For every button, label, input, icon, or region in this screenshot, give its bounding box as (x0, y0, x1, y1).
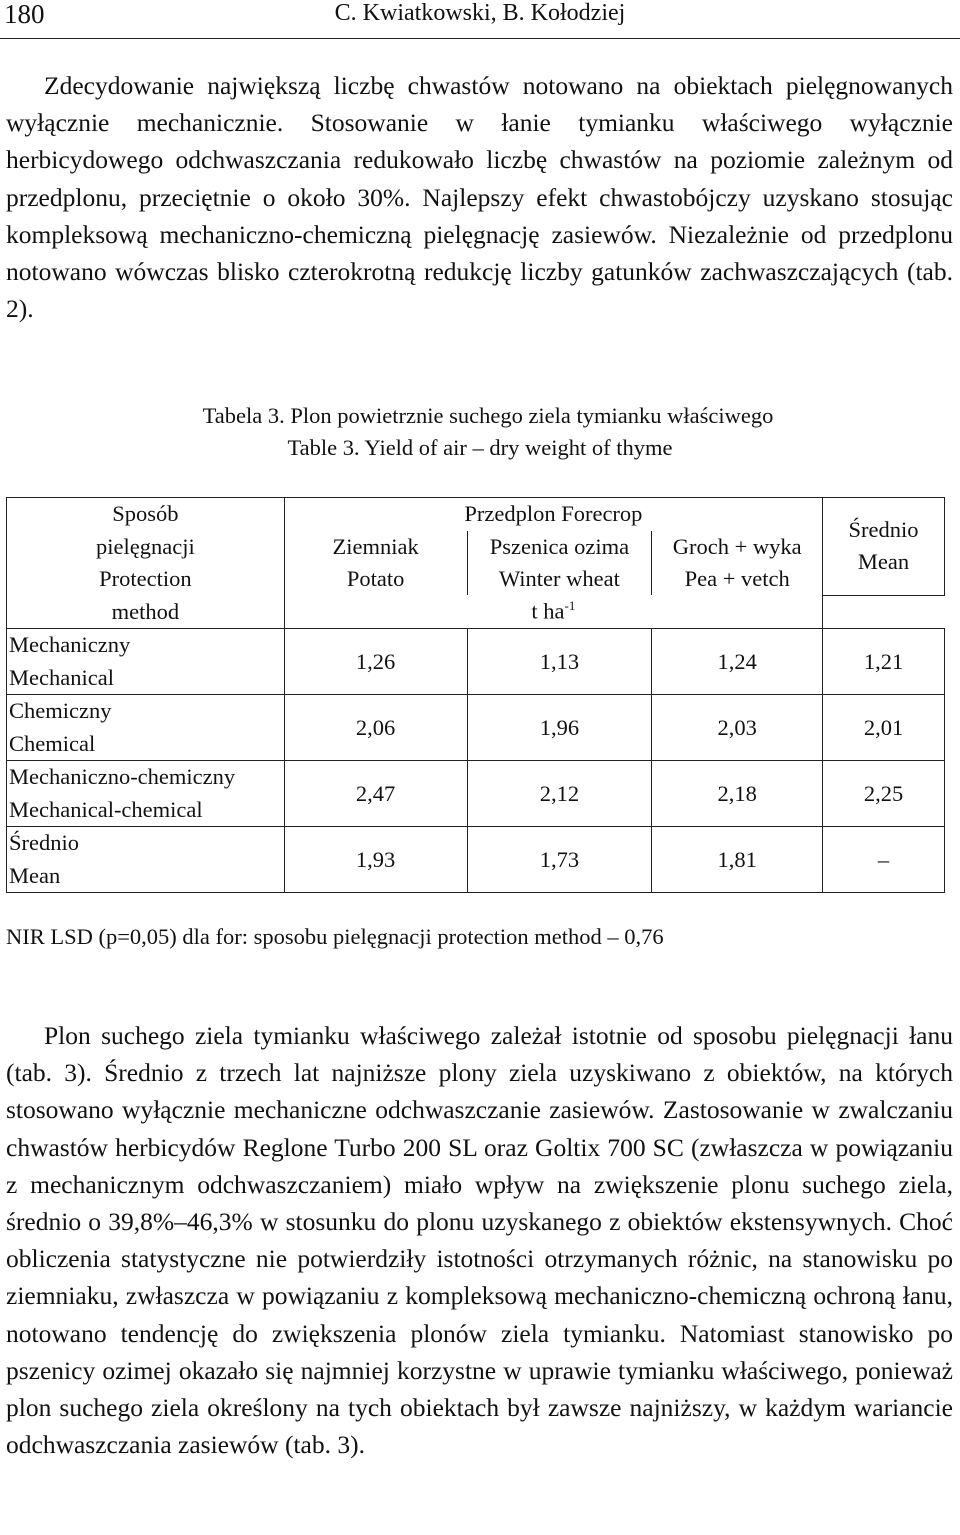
stub-header-line-3: Protection (99, 566, 192, 591)
table-caption-english: Table 3. Yield of air – dry weight of thyme (287, 435, 673, 460)
row-label-pl: Mechaniczny (9, 632, 131, 657)
unit-header (284, 595, 822, 628)
value-cell: 2,12 (467, 761, 652, 827)
value-cell: 2,25 (823, 761, 945, 827)
table-row (7, 695, 945, 761)
col-header-pea-en: Pea + vetch (652, 563, 823, 595)
row-label (7, 695, 285, 761)
lsd-note: NIR LSD (p=0,05) dla for: sposobu pielęgnacji protection method – 0,76 (6, 924, 664, 949)
value-cell: 1,96 (467, 695, 652, 761)
value-cell: 1,73 (467, 827, 652, 893)
value-cell: 1,26 (284, 629, 467, 695)
table-caption-polish-text: Tabela 3. Plon powietrznie suchego ziela tymianku właściwego (202, 403, 774, 428)
page-number: 180 (4, 0, 45, 29)
col-header-potato-pl: Ziemniak (284, 531, 467, 563)
value-cell: 2,03 (652, 695, 823, 761)
row-label-en: Mechanical-chemical (9, 796, 203, 822)
paragraph-1-text: Zdecydowanie największą liczbę chwastów notowano na obiektach pielęgnowanych wyłącznie mechanicznie. Stosowanie w łanie tymianku właściwego wyłącznie herbicydowego odchwaszczania redukowało liczbę chwastów na poziomie zależnym od przedplonu, przeciętnie o około 30%. Najlepszy efekt chwastobójczy uzyskano stosując kompleksową mechaniczno-chemiczną pielęgnację zasiewów. Niezależnie od przedplonu notowano wówczas blisko czterokrotną redukcję liczby gatunków zachwaszczających (tab. 2). (6, 71, 953, 324)
blank-cell (823, 595, 945, 628)
row-label-en: Chemical (9, 730, 96, 756)
mean-header-en: Mean (857, 549, 910, 575)
page-header (0, 0, 960, 38)
value-cell: 2,06 (284, 695, 467, 761)
table-row (7, 761, 945, 827)
value-cell: 2,18 (652, 761, 823, 827)
value-cell: 1,93 (284, 827, 467, 893)
stub-header-line-2: pielęgnacji (96, 533, 195, 559)
row-label-pl: Chemiczny (9, 698, 112, 723)
header-rule (0, 38, 960, 39)
value-cell: 1,81 (652, 827, 823, 893)
col-header-potato-en: Potato (284, 563, 467, 595)
col-header-pea-pl: Groch + wyka (652, 531, 823, 563)
unit-exponent: -1 (564, 598, 576, 614)
paragraph-2-text: Plon suchego ziela tymianku właściwego zależał istotnie od sposobu pielęgnacji łanu (tab. 3). Średnio z trzech lat najniższe plony ziela uzyskiwano z obiektów, na których stosowano wyłącznie mechaniczne odchwaszczanie zasiewów. Zastosowanie w zwalczaniu chwastów herbicydów Reglone Turbo 200 SL oraz Goltix 700 SC (zwłaszcza w powiązaniu z mechanicznym odchwaszczaniem) miało wpływ na zwiększenie plonu suchego ziela, średnio o 39,8%–46,3% w stosunku do plonu uzyskanego z obiektów ekstensywnych. Choć obliczenia statystyczne nie potwierdziły istotności otrzymanych różnic, na stanowisku po ziemniaku, zwłaszcza w powiązaniu z kompleksową mechaniczno-chemiczną ochroną łanu, notowano tendencję do zwiększenia plonów ziela tymianku. Natomiast stanowisko po pszenicy ozimej okazało się najmniej korzystne w uprawie tymianku właściwego, ponieważ plon suchego ziela określony na tych obiektach był zawsze najniższy, w każdym wariancie odchwaszczania zasiewów (tab. 3). (6, 1021, 953, 1460)
col-header-wheat-en: Winter wheat (467, 563, 652, 595)
value-cell: 1,21 (823, 629, 945, 695)
table-row (7, 827, 945, 893)
table-caption-polish (0, 403, 960, 429)
paragraph-1 (6, 67, 953, 327)
row-label-en: Mean (9, 862, 61, 888)
forecrop-header: Przedplon Forecrop (284, 498, 822, 531)
value-cell: 1,24 (652, 629, 823, 695)
row-label (7, 629, 285, 695)
stub-header-line-1: Sposób (112, 501, 179, 526)
mean-column-header (823, 498, 945, 596)
value-cell: 1,13 (467, 629, 652, 695)
stub-header-line-4: method (111, 598, 180, 624)
running-head: C. Kwiatkowski, B. Kołodziej (334, 0, 626, 26)
row-label-pl: Średnio (9, 830, 79, 855)
row-label-en: Mechanical (9, 664, 114, 690)
yield-table (6, 497, 945, 893)
value-cell: 2,01 (823, 695, 945, 761)
table-row (7, 629, 945, 695)
value-cell: 2,47 (284, 761, 467, 827)
unit-text: t ha (531, 598, 565, 624)
stub-header (7, 498, 285, 629)
mean-header-pl: Średnio (848, 516, 919, 542)
col-header-wheat-pl: Pszenica ozima (467, 531, 652, 563)
row-label-pl: Mechaniczno-chemiczny (9, 764, 236, 789)
value-cell: – (823, 827, 945, 893)
row-label (7, 827, 285, 893)
row-label (7, 761, 285, 827)
paragraph-2 (6, 1017, 953, 1463)
